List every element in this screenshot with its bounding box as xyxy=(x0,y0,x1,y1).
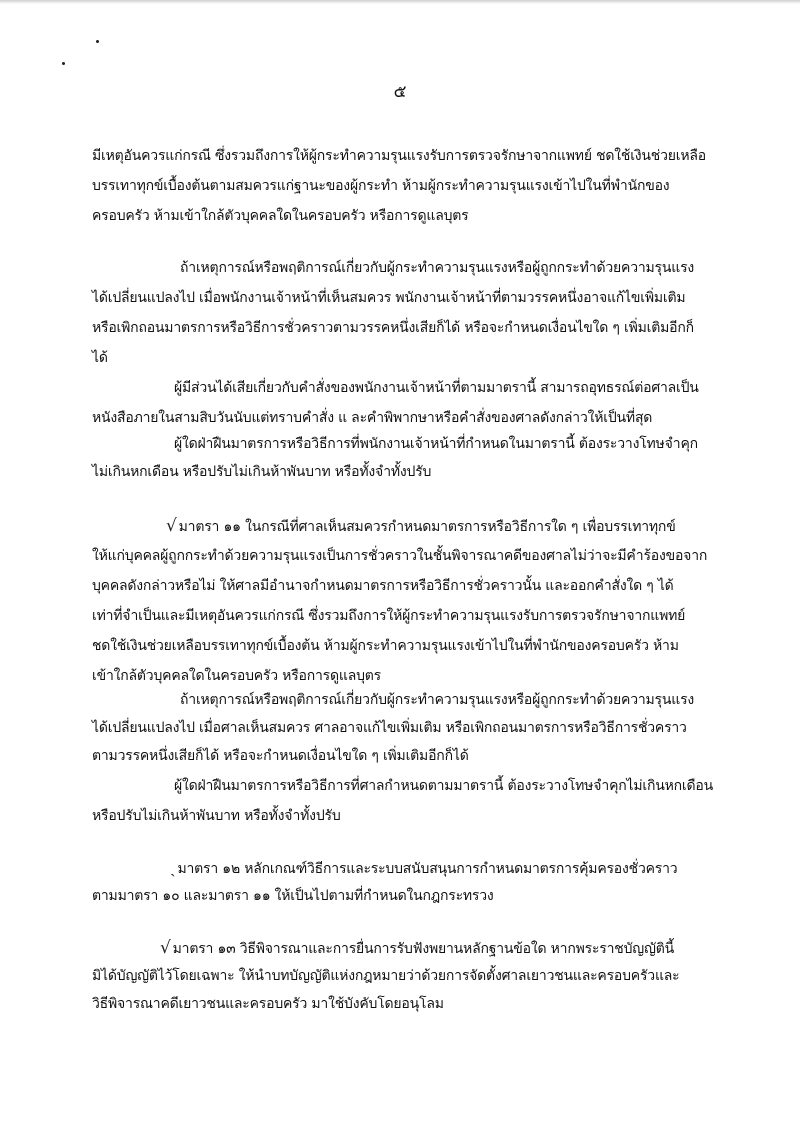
text-line: ตามวรรคหนึ่งเสียก็ได้ หรือจะกำหนดเงื่อนไขใด ๆ เพิ่มเติมอีกก็ได้ xyxy=(92,748,469,764)
text-line: วิธีพิจารณาคดีเยาวชนและครอบครัว มาใช้บังคับโดยอนุโลม xyxy=(92,996,444,1012)
text-line: เข้าใกล้ตัวบุคคลใดในครอบครัว หรือการดูแลบุตร xyxy=(92,668,381,684)
text-line: ได้ xyxy=(92,350,108,366)
text-line: มาตรา ๑๑ ในกรณีที่ศาลเห็นสมควรกำหนดมาตรการหรือวิธีการใด ๆ เพื่อบรรเทาทุกข์ xyxy=(178,519,676,535)
scan-speck xyxy=(96,40,99,43)
handwritten-check-icon: √ xyxy=(160,938,171,958)
page-number: ๕ xyxy=(393,82,407,102)
text-line: ได้เปลี่ยนแปลงไป เมื่อศาลเห็นสมควร ศาลอาจแก้ไขเพิ่มเติม หรือเพิกถอนมาตรการหรือวิธีการชั่วคราว xyxy=(92,720,687,736)
text-line: ผู้ใดฝ่าฝืนมาตรการหรือวิธีการที่ศาลกำหนดตามมาตรานี้ ต้องระวางโทษจำคุกไม่เกินหกเดือน xyxy=(174,778,713,794)
handwritten-mark-icon: ˎ xyxy=(170,858,176,878)
section-13-first-line xyxy=(160,938,674,959)
text-line: ผู้ใดฝ่าฝืนมาตรการหรือวิธีการที่พนักงานเจ้าหน้าที่กำหนดในมาตรานี้ ต้องระวางโทษจำคุก xyxy=(174,436,698,452)
text-line: ผู้มีส่วนได้เสียเกี่ยวกับคำสั่งของพนักงานเจ้าหน้าที่ตามมาตรานี้ สามารถอุทธรณ์ต่อศาลเป็น xyxy=(174,380,699,396)
text-line: ได้เปลี่ยนแปลงไป เมื่อพนักงานเจ้าหน้าที่เห็นสมควร พนักงานเจ้าหน้าที่ตามวรรคหนึ่งอาจแก้ไขเพิ่มเติม xyxy=(92,290,686,306)
section-11-first-line xyxy=(166,516,676,537)
text-line: ชดใช้เงินช่วยเหลือบรรเทาทุกข์เบื้องต้น ห้ามผู้กระทำความรุนแรงเข้าไปในที่พำนักของครอบครัว ห้าม xyxy=(92,638,679,654)
text-line: บรรเทาทุกข์เบื้องต้นตามสมควรแก่ฐานะของผู้กระทำ ห้ามผู้กระทำความรุนแรงเข้าไปในที่พำนักของ xyxy=(92,178,670,194)
scan-edge xyxy=(0,0,800,4)
text-line: ถ้าเหตุการณ์หรือพฤติการณ์เกี่ยวกับผู้กระทำความรุนแรงหรือผู้ถูกกระทำด้วยความรุนแรง xyxy=(180,260,695,276)
text-line: มิได้บัญญัติไว้โดยเฉพาะ ให้นำบทบัญญัติแห่งกฎหมายว่าด้วยการจัดตั้งศาลเยาวชนและครอบครัวและ xyxy=(92,968,680,984)
section-12-first-line xyxy=(170,858,677,879)
text-line: หรือปรับไม่เกินห้าพันบาท หรือทั้งจำทั้งปรับ xyxy=(92,808,341,824)
text-line: บุคคลดังกล่าวหรือไม่ ให้ศาลมีอำนาจกำหนดมาตรการหรือวิธีการชั่วคราวนั้น และออกคำสั่งใด ๆ ได้ xyxy=(92,578,674,594)
text-line: ครอบครัว ห้ามเข้าใกล้ตัวบุคคลใดในครอบครัว หรือการดูแลบุตร xyxy=(92,208,469,224)
text-line: มาตรา ๑๒ หลักเกณฑ์วิธีการและระบบสนับสนุนการกำหนดมาตรการคุ้มครองชั่วคราว xyxy=(177,861,678,877)
text-line: ตามมาตรา ๑๐ และมาตรา ๑๑ ให้เป็นไปตามที่กำหนดในกฎกระทรวง xyxy=(92,888,494,904)
scan-speck xyxy=(62,62,65,65)
text-line: ไม่เกินหกเดือน หรือปรับไม่เกินห้าพันบาท หรือทั้งจำทั้งปรับ xyxy=(92,464,432,480)
text-line: มีเหตุอันควรแก่กรณี ซึ่งรวมถึงการให้ผู้กระทำความรุนแรงรับการตรวจรักษาจากแพทย์ ชดใช้เงินช่วยเหลือ xyxy=(92,148,706,164)
text-line: ถ้าเหตุการณ์หรือพฤติการณ์เกี่ยวกับผู้กระทำความรุนแรงหรือผู้ถูกกระทำด้วยความรุนแรง xyxy=(180,692,695,708)
text-line: เท่าที่จำเป็นและมีเหตุอันควรแก่กรณี ซึ่งรวมถึงการให้ผู้กระทำความรุนแรงรับการตรวจรักษาจากแพทย์ xyxy=(92,608,686,624)
text-line: ให้แก่บุคคลผู้ถูกกระทำด้วยความรุนแรงเป็นการชั่วคราวในชั้นพิจารณาคดีของศาลไม่ว่าจะมีคำร้องขอจาก xyxy=(92,548,708,564)
handwritten-check-icon: √ xyxy=(166,516,177,536)
text-line: มาตรา ๑๓ วิธีพิจารณาและการยื่นการรับฟังพยานหลักฐานข้อใด หากพระราชบัญญัตินี้ xyxy=(172,941,674,957)
text-line: หนังสือภายในสามสิบวันนับแต่ทราบคำสั่ง แ ละคำพิพากษาหรือคำสั่งของศาลดังกล่าวให้เป็นที่สุด xyxy=(92,410,653,426)
text-line: หรือเพิกถอนมาตรการหรือวิธีการชั่วคราวตามวรรคหนึ่งเสียก็ได้ หรือจะกำหนดเงื่อนไขใด ๆ เพิ่มเติมอีกก็ xyxy=(92,320,694,336)
